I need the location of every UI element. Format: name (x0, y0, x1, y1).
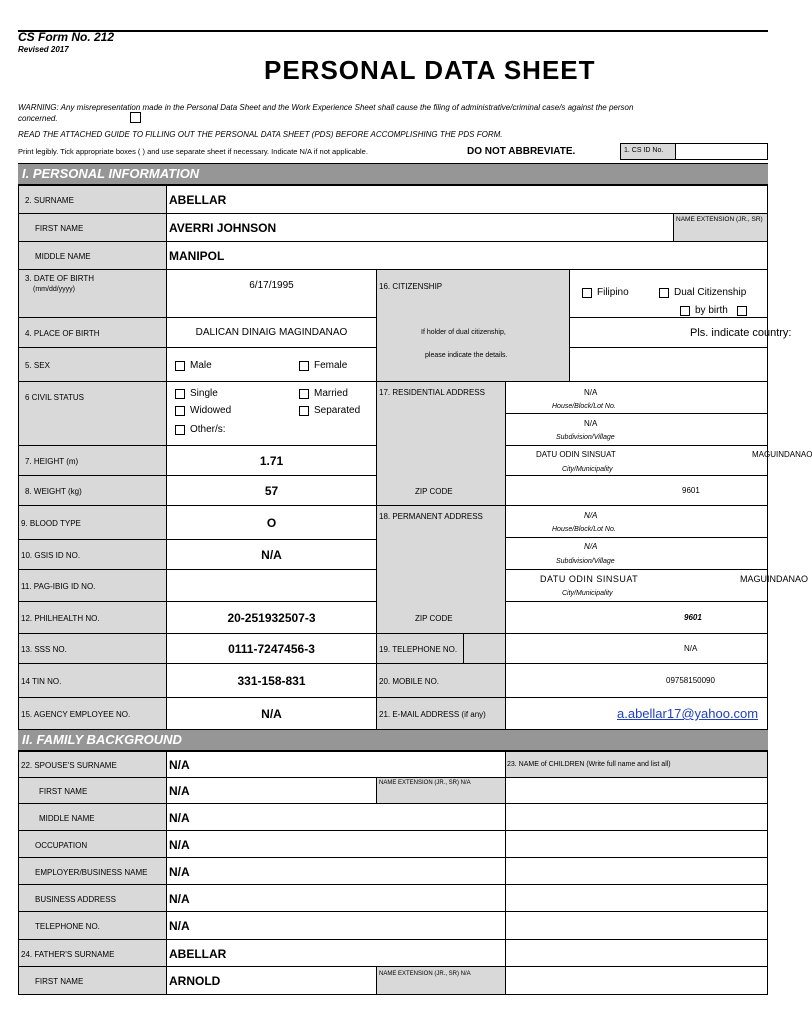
employer-field[interactable] (166, 857, 506, 885)
citizenship-option-by-birth[interactable] (680, 305, 747, 316)
res-city-field[interactable] (505, 445, 812, 476)
pagibig-label: 11. PAG-IBIG ID NO. (21, 582, 96, 591)
civil-status-field (166, 381, 377, 446)
filipino-checkbox[interactable] (582, 288, 592, 298)
civil-option-separated[interactable] (299, 405, 360, 416)
philhealth-field[interactable] (166, 601, 377, 634)
pob-label: 4. PLACE OF BIRTH (25, 329, 100, 338)
middle-name-label-cell (18, 241, 167, 270)
single-checkbox[interactable] (175, 389, 185, 399)
cs-id-field[interactable] (675, 143, 768, 160)
res-house-field[interactable] (505, 381, 768, 414)
gsis-field[interactable] (166, 539, 377, 570)
male-checkbox[interactable] (175, 361, 185, 371)
perm-subd-caption: Subdivision/Village (556, 558, 615, 565)
form-number: CS Form No. 212 (18, 30, 115, 44)
citizenship-field (569, 269, 768, 318)
employer-value: N/A (169, 865, 190, 879)
dual-checkbox[interactable] (659, 288, 669, 298)
email-label-cell (376, 697, 506, 730)
email-label: 21. E-MAIL ADDRESS (if any) (379, 710, 486, 719)
pagibig-field[interactable] (166, 569, 377, 602)
perm-house-caption: House/Block/Lot No. (552, 526, 616, 533)
permanent-label: 18. PERMANENT ADDRESS (379, 512, 483, 521)
perm-subd-value: N/A (584, 542, 598, 551)
spouse-middle-label-cell (18, 803, 167, 831)
perm-house-value: N/A (584, 511, 598, 520)
perm-house-field[interactable] (505, 505, 768, 538)
civil-status-label-cell (18, 381, 167, 446)
by-birth-checkbox[interactable] (680, 306, 690, 316)
mobile-label-cell (376, 663, 506, 698)
agency-field[interactable] (166, 697, 377, 730)
telephone-label: 19. TELEPHONE NO. (379, 645, 458, 654)
gsis-value: N/A (261, 548, 282, 562)
civil-option-other[interactable] (175, 424, 226, 435)
dob-label-cell (18, 269, 167, 318)
res-subd-field[interactable] (505, 413, 768, 446)
res-subd-value: N/A (584, 419, 598, 428)
res-zip-value: 9601 (682, 486, 700, 495)
child-row-1[interactable] (505, 777, 768, 804)
first-name-field[interactable] (166, 213, 674, 242)
warning-text: WARNING: Any misrepresentation made in the Personal Data Sheet and the Work Experience Sheet shall cause the filing of administrative/criminal case/s against the person (18, 103, 634, 112)
dob-field[interactable] (166, 269, 377, 318)
father-ext-cell[interactable] (376, 966, 506, 995)
email-link[interactable]: a.abellar17@yahoo.com (617, 706, 759, 721)
father-surname-value: ABELLAR (169, 947, 227, 961)
spouse-ext-cell[interactable] (376, 777, 506, 804)
cs-id-label-cell (620, 143, 676, 160)
first-name-value: AVERRI JOHNSON (169, 221, 277, 235)
citizenship-option-dual[interactable] (659, 287, 746, 298)
sss-label-cell (18, 633, 167, 664)
employer-label: EMPLOYER/BUSINESS NAME (35, 868, 148, 877)
cs-id-label: 1. CS ID No. (624, 147, 664, 154)
warning-checkbox[interactable] (130, 112, 141, 123)
father-first-label-cell (18, 966, 167, 995)
print-note: Print legibly. Tick appropriate boxes ( ) and use separate sheet if necessary. Indicate N/A if not applicable. (18, 147, 368, 156)
child-row-7[interactable] (505, 939, 768, 967)
telephone-label-cell (376, 633, 506, 664)
citizenship-option-filipino[interactable] (582, 287, 629, 298)
dual-country-dropdown[interactable] (569, 347, 768, 382)
section-family-background: II. FAMILY BACKGROUND (18, 729, 768, 751)
telephone-divider (463, 633, 464, 664)
dob-format: (mm/dd/yyyy) (33, 286, 75, 293)
middle-name-field[interactable] (166, 241, 768, 270)
perm-zip-value: 9601 (684, 613, 702, 622)
sex-label-cell (18, 347, 167, 382)
spouse-surname-label: 22. SPOUSE'S SURNAME (21, 761, 117, 770)
perm-city-caption: City/Municipality (562, 590, 613, 597)
filipino-label: Filipino (597, 287, 629, 298)
father-surname-label-cell (18, 939, 167, 967)
tin-label: 14 TIN NO. (21, 677, 62, 686)
gsis-label: 10. GSIS ID NO. (21, 551, 81, 560)
perm-subd-field[interactable] (505, 537, 768, 570)
father-ext-label: NAME EXTENSION (JR., SR) N/A (379, 971, 471, 977)
perm-city-field[interactable] (505, 569, 809, 602)
res-house-caption: House/Block/Lot No. (552, 403, 616, 410)
spouse-first-label-cell (18, 777, 167, 804)
dual-note-1: If holder of dual citizenship, (421, 329, 506, 336)
tin-label-cell (18, 663, 167, 698)
child-row-2[interactable] (505, 803, 768, 831)
dual-country-field[interactable] (569, 317, 792, 348)
business-address-label-cell (18, 884, 167, 912)
occupation-label: OCCUPATION (35, 841, 88, 850)
dob-label: 3. DATE OF BIRTH (25, 274, 95, 283)
perm-zip-field[interactable] (505, 601, 768, 634)
dual-note-2: please indicate the details. (425, 352, 508, 359)
female-checkbox[interactable] (299, 361, 309, 371)
father-first-value: ARNOLD (169, 974, 221, 988)
permanent-label-cell (376, 505, 506, 634)
spouse-first-value: N/A (169, 784, 190, 798)
separated-checkbox[interactable] (299, 406, 309, 416)
agency-label-cell (18, 697, 167, 730)
child-row-4[interactable] (505, 857, 768, 885)
father-first-field[interactable] (166, 966, 377, 995)
father-surname-field[interactable] (166, 939, 506, 967)
weight-label: 8. WEIGHT (kg) (25, 487, 82, 496)
residential-label-cell (376, 381, 506, 506)
surname-label-cell (18, 185, 167, 214)
res-house-value: N/A (584, 388, 598, 397)
sex-label: 5. SEX (25, 361, 50, 370)
surname-label: 2. SURNAME (25, 196, 74, 205)
pob-label-cell (18, 317, 167, 348)
telephone-value: N/A (684, 644, 698, 653)
mobile-value: 09758150090 (666, 676, 715, 685)
other-checkbox[interactable] (175, 425, 185, 435)
height-field[interactable] (166, 445, 377, 476)
children-label: 23. NAME of CHILDREN (Write full name and list all) (507, 761, 671, 768)
citizenship-label-cell (376, 269, 570, 382)
blood-type-label: 9. BLOOD TYPE (21, 519, 81, 528)
weight-label-cell (18, 475, 167, 506)
sex-option-male[interactable] (175, 360, 212, 371)
philhealth-label: 12. PHILHEALTH NO. (21, 614, 100, 623)
spouse-telephone-value: N/A (169, 919, 190, 933)
other-label: Other/s: (190, 424, 226, 435)
res-province-value: MAGUINDANAO (752, 450, 812, 459)
guide-text: READ THE ATTACHED GUIDE TO FILLING OUT THE PERSONAL DATA SHEET (PDS) BEFORE ACCOMPLISHING THE PDS FORM. (18, 130, 503, 139)
married-checkbox[interactable] (299, 389, 309, 399)
widowed-label: Widowed (190, 405, 232, 416)
occupation-value: N/A (169, 838, 190, 852)
pagibig-label-cell (18, 569, 167, 602)
spouse-telephone-label: TELEPHONE NO. (35, 922, 100, 931)
weight-value: 57 (264, 484, 279, 498)
height-label: 7. HEIGHT (m) (25, 457, 79, 466)
spouse-surname-label-cell (18, 751, 167, 778)
surname-value: ABELLAR (169, 193, 227, 207)
sex-option-female[interactable] (299, 360, 347, 371)
blood-type-field[interactable] (166, 505, 377, 540)
philhealth-label-cell (18, 601, 167, 634)
warning-text-2: concerned. (18, 114, 58, 123)
page-title: PERSONAL DATA SHEET (264, 55, 596, 85)
civil-option-widowed[interactable] (175, 405, 231, 416)
citizenship-label: 16. CITIZENSHIP (379, 282, 443, 291)
tin-value: 331-158-831 (237, 674, 306, 688)
blood-type-label-cell (18, 505, 167, 540)
spouse-telephone-field[interactable] (166, 911, 506, 940)
res-city-value: DATU ODIN SINSUAT (536, 450, 616, 459)
father-surname-label: 24. FATHER'S SURNAME (21, 950, 115, 959)
name-extension-label: NAME EXTENSION (JR., SR) (676, 216, 763, 223)
male-label: Male (190, 360, 212, 371)
pls-indicate-label: Pls. indicate country: (690, 327, 792, 339)
business-address-label: BUSINESS ADDRESS (35, 895, 116, 904)
first-name-label-cell (18, 213, 167, 242)
separated-label: Separated (314, 405, 361, 416)
email-field[interactable] (505, 697, 768, 730)
res-zip-field[interactable] (505, 475, 768, 506)
spouse-middle-value: N/A (169, 811, 190, 825)
child-row-8[interactable] (505, 966, 768, 995)
dual-label: Dual Citizenship (674, 287, 747, 298)
spouse-ext-label: NAME EXTENSION (JR., SR) N/A (379, 780, 471, 786)
children-label-cell (505, 751, 768, 778)
residential-label: 17. RESIDENTIAL ADDRESS (379, 388, 485, 397)
spouse-telephone-label-cell (18, 911, 167, 940)
sss-label: 13. SSS NO. (21, 645, 67, 654)
occupation-label-cell (18, 830, 167, 858)
by-birth-label: by birth (695, 305, 728, 316)
middle-name-value: MANIPOL (169, 249, 225, 263)
res-subd-caption: Subdivision/Village (556, 434, 615, 441)
middle-name-label: MIDDLE NAME (35, 252, 91, 261)
perm-province-value: MAGUINDANAO (740, 574, 809, 584)
spouse-surname-field[interactable] (166, 751, 506, 778)
occupation-field[interactable] (166, 830, 506, 858)
business-address-value: N/A (169, 892, 190, 906)
tin-field[interactable] (166, 663, 377, 698)
pob-value: DALICAN DINAIG MAGINDANAO (195, 327, 348, 338)
spouse-middle-field[interactable] (166, 803, 506, 831)
height-value: 1.71 (259, 454, 284, 468)
employer-label-cell (18, 857, 167, 885)
single-label: Single (190, 388, 218, 399)
do-not-abbreviate: DO NOT ABBREVIATE. (467, 146, 576, 157)
agency-label: 15. AGENCY EMPLOYEE NO. (21, 710, 131, 719)
mobile-field[interactable] (505, 663, 768, 698)
pob-field[interactable] (166, 317, 377, 348)
spouse-first-field[interactable] (166, 777, 377, 804)
female-label: Female (314, 360, 348, 371)
form-revision: Revised 2017 (18, 45, 69, 54)
civil-status-label: 6 CIVIL STATUS (25, 393, 84, 402)
height-label-cell (18, 445, 167, 476)
sss-value: 0111-7247456-3 (228, 642, 315, 656)
married-label: Married (314, 388, 348, 399)
by-naturalization-checkbox[interactable] (737, 306, 747, 316)
spouse-first-label: FIRST NAME (39, 787, 88, 796)
agency-value: N/A (261, 707, 282, 721)
child-row-3[interactable] (505, 830, 768, 858)
first-name-label: FIRST NAME (35, 224, 84, 233)
civil-option-single[interactable] (175, 388, 218, 399)
civil-option-married[interactable] (299, 388, 348, 399)
mobile-label: 20. MOBILE NO. (379, 677, 440, 686)
spouse-surname-value: N/A (169, 758, 190, 772)
father-first-label: FIRST NAME (35, 977, 84, 986)
sss-field[interactable] (166, 633, 377, 664)
dob-value: 6/17/1995 (249, 280, 294, 291)
philhealth-value: 20-251932507-3 (227, 611, 316, 625)
child-row-5[interactable] (505, 884, 768, 912)
header-rule (18, 30, 768, 32)
blood-type-value: O (266, 516, 277, 530)
weight-field[interactable] (166, 475, 377, 506)
name-extension-cell[interactable] (673, 213, 768, 242)
perm-zip-label: ZIP CODE (415, 614, 453, 623)
perm-city-value: DATU ODIN SINSUAT (540, 574, 639, 584)
surname-field[interactable] (166, 185, 768, 214)
widowed-checkbox[interactable] (175, 406, 185, 416)
sex-field (166, 347, 377, 382)
section-personal-information: I. PERSONAL INFORMATION (18, 163, 768, 185)
spouse-middle-label: MIDDLE NAME (39, 814, 95, 823)
gsis-label-cell (18, 539, 167, 570)
business-address-field[interactable] (166, 884, 506, 912)
res-city-caption: City/Municipality (562, 466, 613, 473)
child-row-6[interactable] (505, 911, 768, 940)
res-zip-label: ZIP CODE (415, 487, 453, 496)
telephone-field[interactable] (505, 633, 768, 664)
